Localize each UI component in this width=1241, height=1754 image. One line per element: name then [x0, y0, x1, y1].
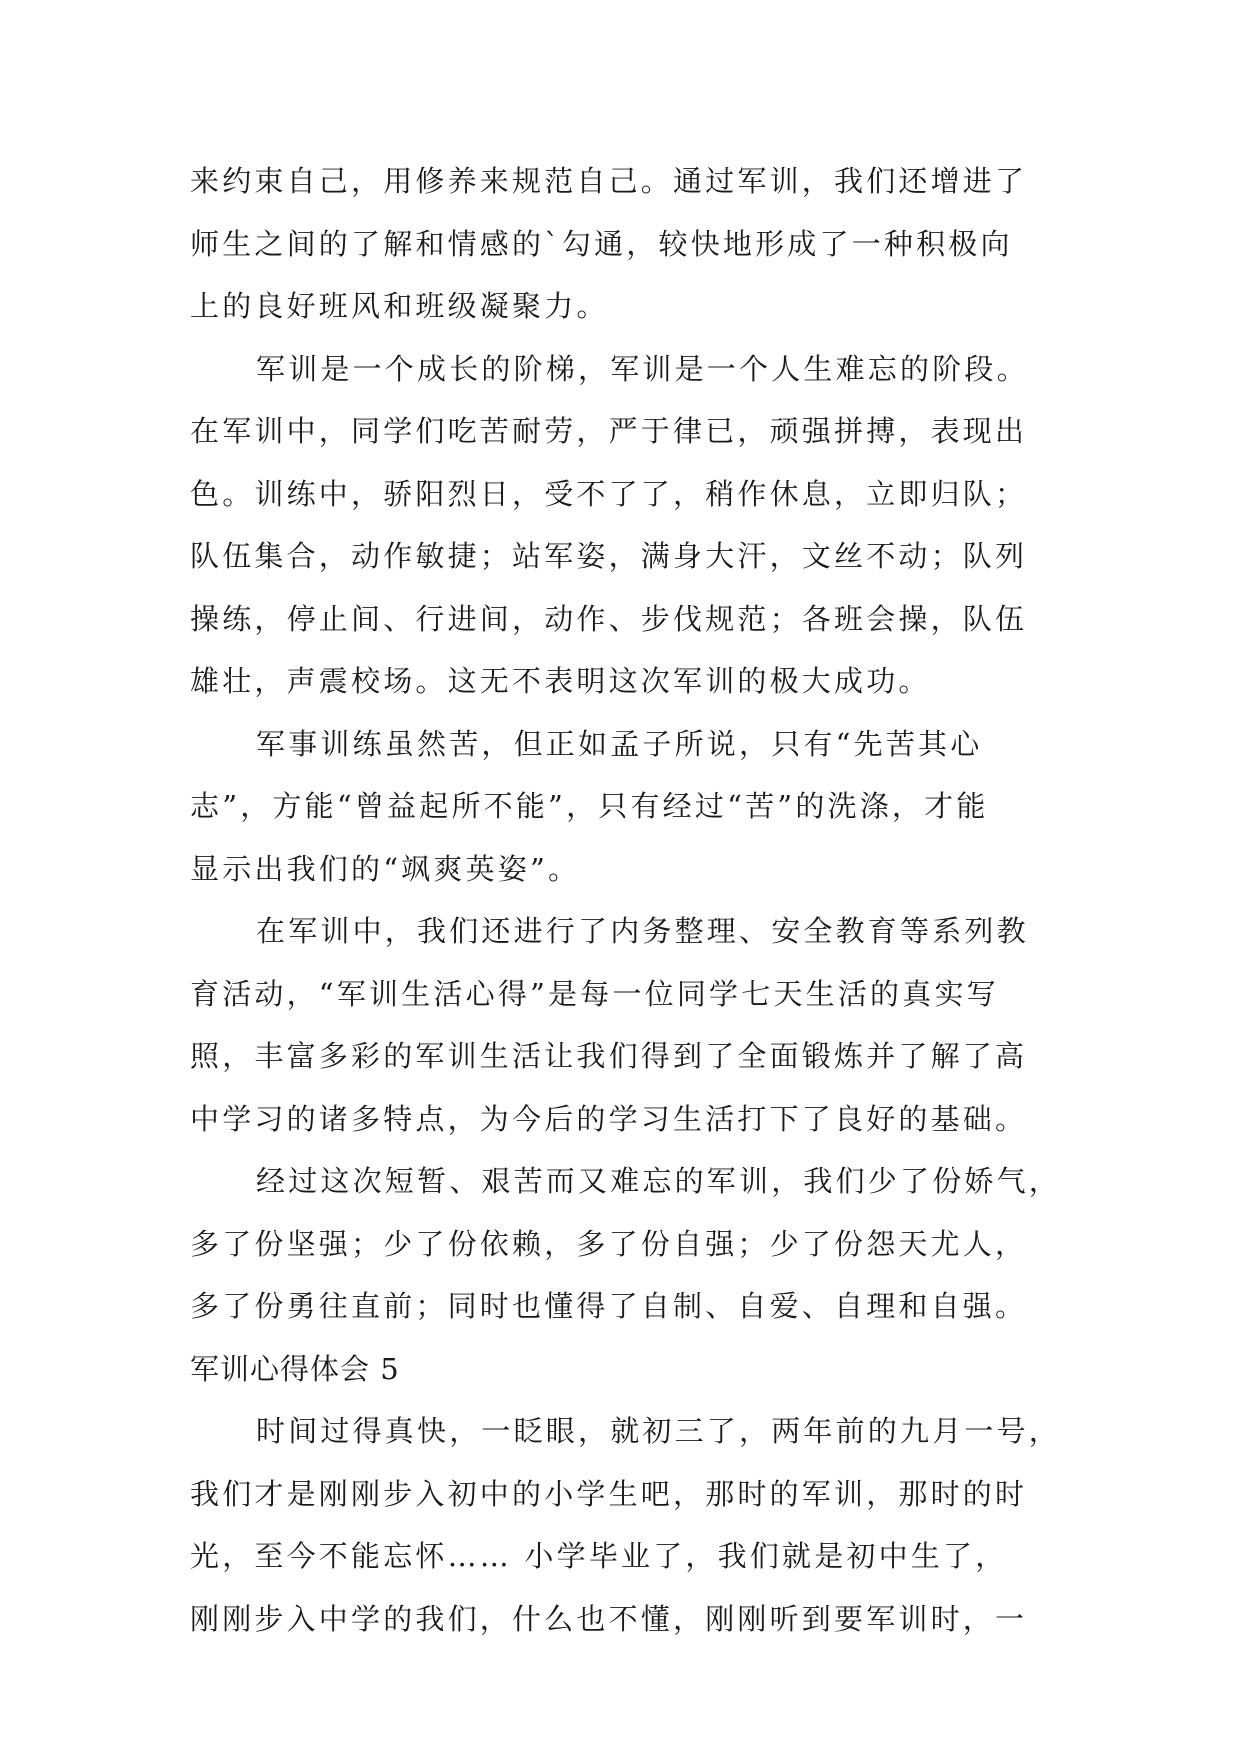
- text-line: 队伍集合，动作敏捷；站军姿，满身大汗，文丝不动；队列: [190, 539, 1028, 573]
- text-line: 多了份坚强；少了份依赖，多了份自强；少了份怨天尤人，: [190, 1226, 1028, 1261]
- text-line: 师生之间的了解和情感的`勾通，较快地形成了一种积极向: [190, 226, 1013, 261]
- paragraph-first-line: 军事训练虽然苦，但正如孟子所说，只有“先苦其心: [256, 726, 983, 761]
- paragraph-first-line: 时间过得真快，一眨眼，就初三了，两年前的九月一号，: [256, 1414, 1062, 1448]
- paragraph-first-line: 军训是一个成长的阶梯，军训是一个人生难忘的阶段。: [256, 351, 1029, 386]
- paragraph-first-line: 在军训中，我们还进行了内务整理、安全教育等系列教: [256, 914, 1029, 948]
- text-line: 照，丰富多彩的军训生活让我们得到了全面锻炼并了解了高: [190, 1039, 1028, 1073]
- text-line: 来约束自己，用修养来规范自己。通过军训，我们还增进了: [190, 164, 1028, 198]
- document-body: [190, 150, 1062, 1650]
- text-line: 刚刚步入中学的我们，什么也不懂，刚刚听到要军训时，一: [190, 1601, 1028, 1636]
- text-line: 显示出我们的“飒爽英姿”。: [190, 851, 581, 886]
- text-line: 中学习的诸多特点，为今后的学习生活打下了良好的基础。: [190, 1101, 1028, 1136]
- text-line: 操练，停止间、行进间，动作、步伐规范；各班会操，队伍: [190, 601, 1028, 636]
- text-line: 我们才是刚刚步入初中的小学生吧，那时的军训，那时的时: [190, 1476, 1028, 1511]
- paragraph-first-line: 经过这次短暂、艰苦而又难忘的军训，我们少了份娇气，: [256, 1164, 1062, 1198]
- text-line: 多了份勇往直前；同时也懂得了自制、自爱、自理和自强。: [190, 1289, 1028, 1323]
- text-line: 在军训中，同学们吃苦耐劳，严于律已，顽强拼搏，表现出: [190, 414, 1028, 448]
- text-line: 上的良好班风和班级凝聚力。: [190, 289, 609, 323]
- section-heading: 军训心得体会 5: [190, 1351, 400, 1386]
- text-line: 雄壮，声震校场。这无不表明这次军训的极大成功。: [190, 664, 931, 698]
- text-line: 光，至今不能忘怀…… 小学毕业了，我们就是初中生了，: [190, 1539, 1008, 1573]
- text-line: 育活动，“军训生活心得”是每一位同学七天生活的真实写: [190, 976, 999, 1011]
- text-line: 色。训练中，骄阳烈日，受不了了，稍作休息，立即归队；: [190, 476, 1028, 511]
- text-line: 志”，方能“曾益起所不能”，只有经过“苦”的洗涤，才能: [190, 789, 989, 823]
